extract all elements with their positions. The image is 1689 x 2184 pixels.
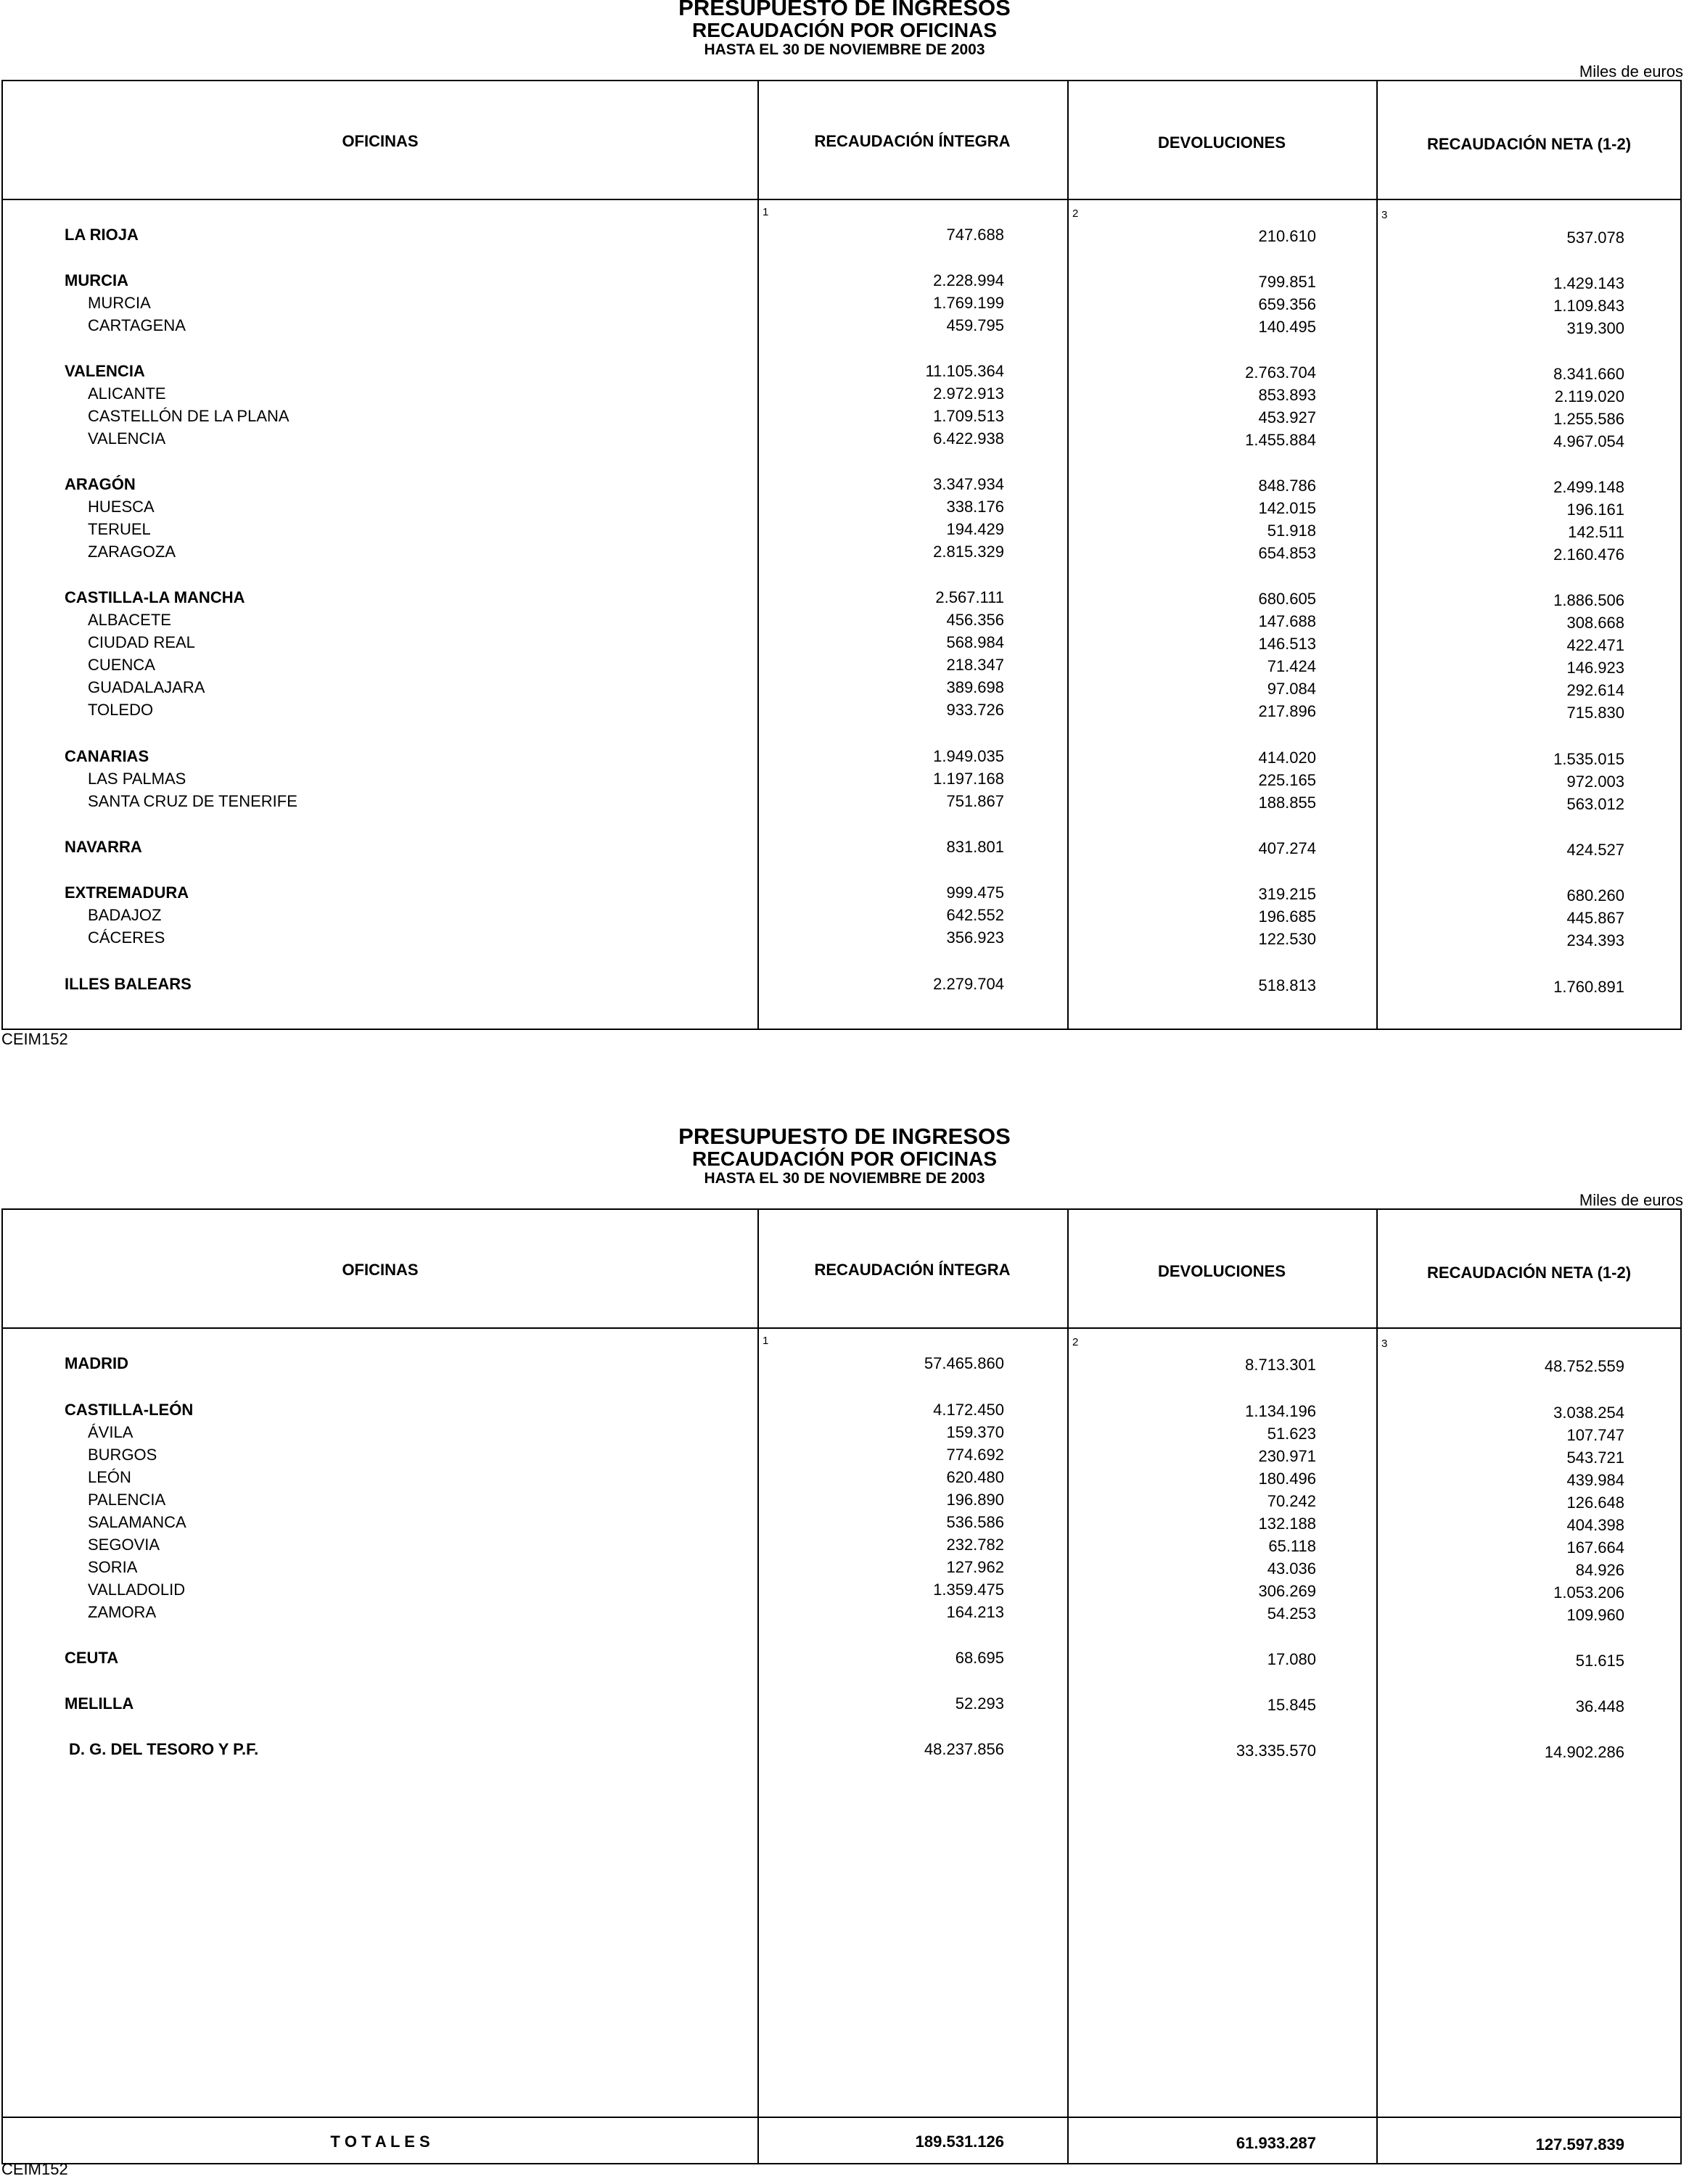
report-period: HASTA EL 30 DE NOVIEMBRE DE 2003 [704, 41, 985, 58]
recaudacion-integra-value: 1.949.035 [933, 747, 1004, 765]
office-name: VALLADOLID [88, 1581, 186, 1599]
recaudacion-integra-value: 196.890 [946, 1491, 1004, 1509]
recaudacion-neta-value: 1.255.586 [1553, 410, 1624, 428]
office-name: PALENCIA [88, 1491, 166, 1509]
header-divider [3, 1327, 1680, 1329]
recaudacion-integra-value: 2.815.329 [933, 543, 1004, 561]
recaudacion-integra-value: 338.176 [946, 498, 1004, 516]
report-subtitle: RECAUDACIÓN POR OFICINAS [691, 19, 997, 42]
office-name: NAVARRA [65, 838, 142, 856]
devoluciones-value: 132.188 [1258, 1515, 1316, 1533]
table-row [3, 316, 1680, 338]
devoluciones-value: 142.015 [1258, 499, 1316, 517]
recaudacion-neta-value: 1.886.506 [1553, 591, 1624, 609]
office-name: ZARAGOZA [88, 543, 176, 561]
office-name: CASTILLA-LEÓN [65, 1401, 194, 1419]
recaudacion-integra-value: 48.237.856 [924, 1740, 1004, 1758]
devoluciones-value: 680.605 [1258, 590, 1316, 608]
recaudacion-neta-value: 51.615 [1575, 1652, 1624, 1670]
col-header-oficinas: OFICINAS [342, 1261, 419, 1279]
devoluciones-value: 122.530 [1258, 930, 1316, 948]
units-label: Miles de euros [1579, 1191, 1683, 1209]
table-row [3, 226, 1680, 247]
recaudacion-integra-value: 127.962 [946, 1558, 1004, 1576]
recaudacion-integra-value: 4.172.450 [933, 1401, 1004, 1419]
recaudacion-integra-value: 2.228.994 [933, 271, 1004, 289]
table-row [3, 1581, 1680, 1602]
report-header [0, 1124, 1689, 1187]
recaudacion-integra-value: 194.429 [946, 520, 1004, 538]
recaudacion-neta-value: 445.867 [1566, 909, 1624, 927]
total-recaudacion-integra: 189.531.126 [915, 2133, 1004, 2151]
recaudacion-neta-value: 36.448 [1575, 1697, 1624, 1715]
office-name: BADAJOZ [88, 906, 162, 924]
col-number-2: 2 [1072, 1336, 1079, 1348]
devoluciones-value: 180.496 [1258, 1470, 1316, 1488]
data-table [1, 1208, 1682, 2164]
recaudacion-neta-value: 167.664 [1566, 1538, 1624, 1557]
table-row [3, 611, 1680, 632]
devoluciones-value: 225.165 [1258, 771, 1316, 789]
table-row [3, 906, 1680, 928]
devoluciones-value: 54.253 [1267, 1604, 1316, 1623]
col-number-3: 3 [1381, 1338, 1388, 1350]
report-title: PRESUPUESTO DE INGRESOS [678, 1124, 1011, 1149]
table-row [3, 588, 1680, 610]
office-name: ILLES BALEARS [65, 975, 192, 993]
devoluciones-value: 1.455.884 [1245, 431, 1316, 449]
table-row [3, 656, 1680, 677]
office-name: ZAMORA [88, 1603, 157, 1621]
table-row [3, 883, 1680, 905]
devoluciones-value: 17.080 [1267, 1650, 1316, 1668]
recaudacion-neta-value: 107.747 [1566, 1426, 1624, 1444]
devoluciones-value: 407.274 [1258, 839, 1316, 857]
recaudacion-integra-value: 642.552 [946, 906, 1004, 924]
table-row [3, 838, 1680, 860]
table-row [3, 678, 1680, 700]
devoluciones-value: 43.036 [1267, 1559, 1316, 1578]
report-header [0, 0, 1689, 58]
office-name: MADRID [65, 1354, 128, 1372]
table-row [3, 1468, 1680, 1490]
devoluciones-value: 97.084 [1267, 680, 1316, 698]
recaudacion-neta-value: 308.668 [1566, 614, 1624, 632]
devoluciones-value: 319.215 [1258, 885, 1316, 903]
recaudacion-integra-value: 999.475 [946, 883, 1004, 902]
recaudacion-integra-value: 389.698 [946, 678, 1004, 696]
devoluciones-value: 15.845 [1267, 1696, 1316, 1714]
office-name: ÁVILA [88, 1423, 133, 1441]
table-row [3, 429, 1680, 451]
recaudacion-neta-value: 1.760.891 [1553, 978, 1624, 996]
column-divider [757, 1210, 759, 2163]
office-name: VALENCIA [65, 362, 145, 380]
recaudacion-neta-value: 126.648 [1566, 1493, 1624, 1512]
devoluciones-value: 659.356 [1258, 295, 1316, 313]
recaudacion-neta-value: 1.535.015 [1553, 750, 1624, 768]
recaudacion-integra-value: 1.709.513 [933, 407, 1004, 425]
recaudacion-integra-value: 568.984 [946, 633, 1004, 651]
recaudacion-integra-value: 6.422.938 [933, 429, 1004, 448]
table-row [3, 770, 1680, 791]
recaudacion-integra-value: 356.923 [946, 928, 1004, 947]
recaudacion-neta-value: 142.511 [1568, 523, 1624, 541]
recaudacion-integra-value: 2.279.704 [933, 975, 1004, 993]
office-name: CASTILLA-LA MANCHA [65, 588, 245, 606]
table-row [3, 543, 1680, 564]
devoluciones-value: 33.335.570 [1236, 1742, 1316, 1760]
recaudacion-integra-value: 620.480 [946, 1468, 1004, 1486]
col-number-1: 1 [763, 1335, 769, 1347]
table-row [3, 1354, 1680, 1376]
table-row [3, 1603, 1680, 1625]
devoluciones-value: 188.855 [1258, 794, 1316, 812]
devoluciones-value: 196.685 [1258, 907, 1316, 926]
recaudacion-neta-value: 2.499.148 [1553, 478, 1624, 496]
devoluciones-value: 1.134.196 [1245, 1402, 1316, 1420]
recaudacion-neta-value: 543.721 [1566, 1449, 1624, 1467]
table-row [3, 633, 1680, 655]
devoluciones-value: 217.896 [1258, 702, 1316, 720]
office-name: LA RIOJA [65, 226, 139, 244]
recaudacion-neta-value: 48.752.559 [1544, 1357, 1624, 1375]
office-name: ALBACETE [88, 611, 171, 629]
table-row [3, 1740, 1680, 1762]
table-row [3, 1423, 1680, 1445]
office-name: CIUDAD REAL [88, 633, 195, 651]
recaudacion-neta-value: 537.078 [1566, 228, 1624, 247]
devoluciones-value: 853.893 [1258, 386, 1316, 404]
recaudacion-neta-value: 422.471 [1566, 636, 1624, 654]
office-name: SANTA CRUZ DE TENERIFE [88, 792, 297, 810]
recaudacion-neta-value: 14.902.286 [1544, 1743, 1624, 1761]
recaudacion-neta-value: 234.393 [1566, 931, 1624, 949]
table-row [3, 928, 1680, 950]
recaudacion-integra-value: 1.769.199 [933, 294, 1004, 312]
devoluciones-value: 654.853 [1258, 544, 1316, 562]
office-name: MURCIA [88, 294, 151, 312]
office-name: TERUEL [88, 520, 151, 538]
recaudacion-integra-value: 2.567.111 [935, 588, 1004, 606]
recaudacion-neta-value: 109.960 [1566, 1606, 1624, 1624]
table-row [3, 975, 1680, 997]
recaudacion-integra-value: 933.726 [946, 701, 1004, 719]
devoluciones-value: 8.713.301 [1245, 1356, 1316, 1374]
recaudacion-neta-value: 715.830 [1566, 704, 1624, 722]
recaudacion-neta-value: 319.300 [1566, 319, 1624, 337]
office-name: EXTREMADURA [65, 883, 189, 902]
office-name: CÁCERES [88, 928, 165, 947]
devoluciones-value: 147.688 [1258, 612, 1316, 630]
recaudacion-integra-value: 68.695 [955, 1649, 1004, 1667]
table-row [3, 498, 1680, 519]
col-header-oficinas: OFICINAS [342, 132, 419, 150]
devoluciones-value: 51.623 [1267, 1425, 1316, 1443]
devoluciones-value: 306.269 [1258, 1582, 1316, 1600]
recaudacion-neta-value: 196.161 [1566, 500, 1624, 519]
recaudacion-neta-value: 1.109.843 [1553, 297, 1624, 315]
table-row [3, 407, 1680, 429]
office-name: SEGOVIA [88, 1536, 160, 1554]
office-name: LAS PALMAS [88, 770, 186, 788]
totals-divider [3, 2117, 1680, 2118]
recaudacion-integra-value: 164.213 [946, 1603, 1004, 1621]
column-divider [1376, 1210, 1378, 2163]
recaudacion-neta-value: 146.923 [1566, 659, 1624, 677]
recaudacion-neta-value: 2.119.020 [1554, 387, 1624, 405]
office-name: MURCIA [65, 271, 128, 289]
table-row [3, 1513, 1680, 1535]
document-code: CEIM152 [1, 2160, 68, 2178]
office-name: CUENCA [88, 656, 155, 674]
recaudacion-neta-value: 563.012 [1566, 795, 1624, 813]
office-name: SALAMANCA [88, 1513, 186, 1531]
col-number-1: 1 [763, 206, 769, 218]
table-row [3, 792, 1680, 814]
total-devoluciones: 61.933.287 [1236, 2134, 1316, 2152]
devoluciones-value: 51.918 [1267, 522, 1316, 540]
recaudacion-integra-value: 456.356 [946, 611, 1004, 629]
recaudacion-integra-value: 774.692 [946, 1446, 1004, 1464]
col-header-neta: RECAUDACIÓN NETA (1-2) [1426, 135, 1632, 153]
col-header-integra: RECAUDACIÓN ÍNTEGRA [814, 132, 1011, 150]
recaudacion-neta-value: 292.614 [1566, 681, 1624, 699]
recaudacion-integra-value: 232.782 [946, 1536, 1004, 1554]
devoluciones-value: 65.118 [1268, 1537, 1316, 1555]
col-header-devoluciones: DEVOLUCIONES [1157, 1262, 1286, 1280]
recaudacion-integra-value: 747.688 [946, 226, 1004, 244]
devoluciones-value: 799.851 [1258, 273, 1316, 291]
recaudacion-neta-value: 1.429.143 [1553, 274, 1624, 292]
recaudacion-neta-value: 84.926 [1575, 1561, 1624, 1579]
units-label: Miles de euros [1579, 62, 1683, 81]
office-name: SORIA [88, 1558, 138, 1576]
office-name: CASTELLÓN DE LA PLANA [88, 407, 289, 425]
devoluciones-value: 453.927 [1258, 408, 1316, 427]
recaudacion-neta-value: 972.003 [1566, 772, 1624, 791]
recaudacion-integra-value: 52.293 [955, 1694, 1004, 1713]
office-name: BURGOS [88, 1446, 157, 1464]
report-period: HASTA EL 30 DE NOVIEMBRE DE 2003 [704, 1169, 985, 1187]
table-row [3, 747, 1680, 769]
recaudacion-neta-value: 680.260 [1566, 886, 1624, 904]
recaudacion-neta-value: 424.527 [1566, 841, 1624, 859]
recaudacion-integra-value: 831.801 [946, 838, 1004, 856]
recaudacion-neta-value: 404.398 [1566, 1516, 1624, 1534]
table-row [3, 1446, 1680, 1467]
recaudacion-integra-value: 459.795 [946, 316, 1004, 334]
table-row [3, 271, 1680, 293]
table-row [3, 1536, 1680, 1557]
devoluciones-value: 230.971 [1258, 1447, 1316, 1465]
col-number-3: 3 [1381, 209, 1388, 221]
devoluciones-value: 414.020 [1258, 749, 1316, 767]
table-row [3, 384, 1680, 406]
devoluciones-value: 146.513 [1258, 635, 1316, 653]
table-row [3, 362, 1680, 384]
recaudacion-integra-value: 218.347 [946, 656, 1004, 674]
recaudacion-integra-value: 2.972.913 [933, 384, 1004, 403]
recaudacion-integra-value: 1.359.475 [933, 1581, 1004, 1599]
total-recaudacion-neta: 127.597.839 [1535, 2135, 1624, 2154]
recaudacion-neta-value: 439.984 [1566, 1471, 1624, 1489]
table-row [3, 701, 1680, 722]
totals-label: T O T A L E S [330, 2133, 430, 2151]
office-name: ARAGÓN [65, 475, 136, 493]
office-name: CARTAGENA [88, 316, 186, 334]
recaudacion-neta-value: 2.160.476 [1553, 545, 1624, 564]
recaudacion-integra-value: 1.197.168 [933, 770, 1004, 788]
devoluciones-value: 71.424 [1267, 657, 1316, 675]
column-divider [1067, 1210, 1069, 2163]
office-name: HUESCA [88, 498, 155, 516]
recaudacion-neta-value: 3.038.254 [1553, 1404, 1624, 1422]
document-code: CEIM152 [1, 1030, 68, 1048]
office-name: D. G. DEL TESORO Y P.F. [69, 1740, 259, 1758]
office-name: LEÓN [88, 1468, 131, 1486]
recaudacion-integra-value: 3.347.934 [933, 475, 1004, 493]
office-name: VALENCIA [88, 429, 166, 448]
devoluciones-value: 140.495 [1258, 318, 1316, 336]
recaudacion-neta-value: 4.967.054 [1553, 432, 1624, 450]
office-name: GUADALAJARA [88, 678, 205, 696]
recaudacion-integra-value: 536.586 [946, 1513, 1004, 1531]
devoluciones-value: 848.786 [1258, 477, 1316, 495]
data-table [1, 80, 1682, 1030]
col-header-neta: RECAUDACIÓN NETA (1-2) [1426, 1264, 1632, 1282]
report-subtitle: RECAUDACIÓN POR OFICINAS [691, 1147, 997, 1171]
recaudacion-integra-value: 11.105.364 [925, 362, 1004, 380]
col-number-2: 2 [1072, 207, 1079, 220]
table-row [3, 475, 1680, 497]
recaudacion-integra-value: 751.867 [946, 792, 1004, 810]
recaudacion-integra-value: 57.465.860 [924, 1354, 1004, 1372]
table-row [3, 294, 1680, 316]
devoluciones-value: 210.610 [1258, 227, 1316, 245]
col-header-integra: RECAUDACIÓN ÍNTEGRA [814, 1261, 1011, 1279]
devoluciones-value: 70.242 [1267, 1492, 1316, 1510]
office-name: CEUTA [65, 1649, 119, 1667]
col-header-devoluciones: DEVOLUCIONES [1157, 133, 1286, 152]
recaudacion-integra-value: 159.370 [946, 1423, 1004, 1441]
table-row [3, 1401, 1680, 1422]
office-name: CANARIAS [65, 747, 149, 765]
table-row [3, 520, 1680, 542]
devoluciones-value: 2.763.704 [1245, 363, 1316, 382]
recaudacion-neta-value: 1.053.206 [1553, 1583, 1624, 1602]
recaudacion-neta-value: 8.341.660 [1553, 365, 1624, 383]
office-name: MELILLA [65, 1694, 134, 1713]
table-row [3, 1649, 1680, 1670]
table-row [3, 1491, 1680, 1512]
devoluciones-value: 518.813 [1258, 976, 1316, 994]
table-row [3, 1694, 1680, 1716]
report-page-2 [0, 1124, 1689, 2183]
office-name: ALICANTE [88, 384, 166, 403]
report-page-1 [0, 0, 1689, 1074]
office-name: TOLEDO [88, 701, 154, 719]
header-divider [3, 199, 1680, 200]
table-row [3, 1558, 1680, 1580]
report-title: PRESUPUESTO DE INGRESOS [678, 0, 1011, 20]
